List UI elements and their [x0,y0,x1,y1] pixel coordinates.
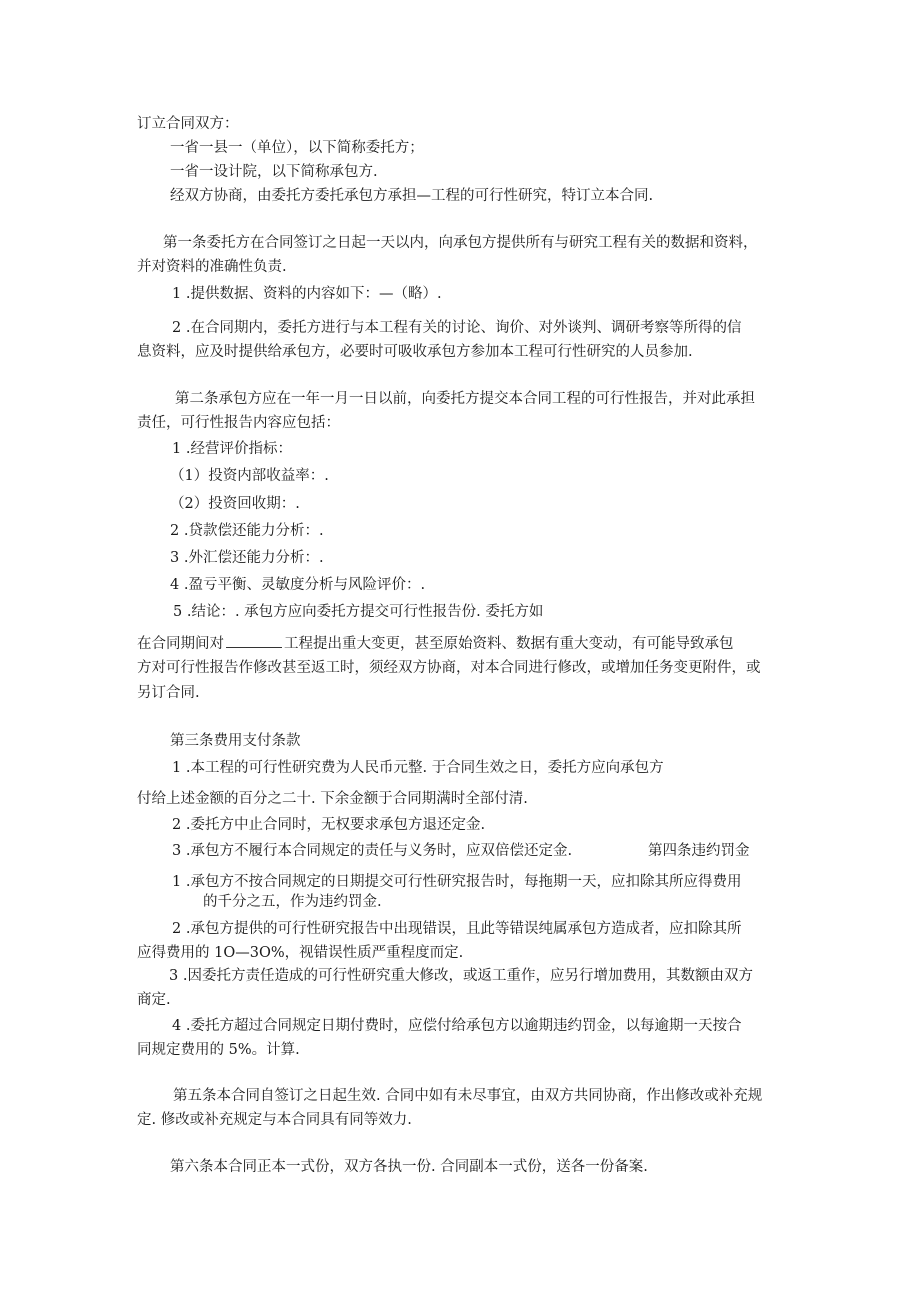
article-1-item-1: 1 .提供数据、资料的内容如下：—（略）. [172,286,442,302]
article-5-line-2: 定. 修改或补充规定与本合同具有同等效力. [137,1112,412,1128]
article-2-continuation-line-2: 方对可行性报告作修改甚至返工时，须经双方协商，对本合同进行修改，或增加任务变更附件，或 [137,660,761,676]
article-6-line-1: 第六条本合同正本一式份，双方各执一份. 合同副本一式份，送各一份备案. [170,1159,648,1175]
article-2-sub-2: （2）投资回收期：. [170,496,300,512]
article-4-item-1-line-2: 的千分之五，作为违约罚金. [203,894,382,910]
parties-title: 订立合同双方： [137,116,239,132]
article-2-continuation-line-1 [137,633,734,654]
article-2-item-1: 1 .经营评价指标： [172,441,292,457]
contractor-line: 一省一设计院，以下简称承包方. [170,164,378,180]
article-2-continuation-part-b: 工程提出重大变更，甚至原始资料、数据有重大变动，有可能导致承包 [284,636,734,652]
article-1-line-1: 第一条委托方在合同签订之日起一天以内，向承包方提供所有与研究工程有关的数据和资料， [163,235,758,251]
article-2-line-2: 责任，可行性报告内容应包括： [137,415,340,431]
client-line: 一省一县一（单位），以下简称委托方； [170,140,424,156]
article-3-item-2: 2 .委托方中止合同时，无权要求承包方退还定金. [172,817,486,833]
article-4-item-3-line-2: 商定. [137,992,171,1008]
article-4-item-2-line-2: 应得费用的 1O—3O%，视错误性质严重程度而定. [137,945,464,961]
article-2-sub-1: （1）投资内部收益率：. [170,468,329,484]
article-4-title: 第四条违约罚金 [648,843,750,859]
article-2-item-3: 3 .外汇偿还能力分析：. [170,550,324,566]
article-4-item-4-line-1: 4 .委托方超过合同规定日期付费时，应偿付给承包方以逾期违约罚金，以每逾期一天按合 [172,1018,742,1034]
blank-fill-line [226,633,282,648]
article-4-item-2-line-1: 2 .承包方提供的可行性研究报告中出现错误，且此等错误纯属承包方造成者，应扣除其所 [172,921,742,937]
article-5-line-1: 第五条本合同自签订之日起生效. 合同中如有未尽事宜，由双方共同协商，作出修改或补充规 [173,1088,763,1104]
article-1-line-2: 并对资料的准确性负责. [137,259,287,275]
article-2-item-4: 4 .盈亏平衡、灵敏度分析与风险评价：. [170,577,426,593]
preamble: 经双方协商，由委托方委托承包方承担—工程的可行性研究，特订立本合同. [170,188,654,204]
article-1-item-2-line-2: 息资料，应及时提供给承包方，必要时可吸收承包方参加本工程可行性研究的人员参加. [137,344,693,360]
article-4-item-3-line-1: 3 .因委托方责任造成的可行性研究重大修改，或返工重作，应另行增加费用，其数额由双方 [169,968,753,984]
article-3-item-1-line-1: 1 .本工程的可行性研究费为人民币元整. 于合同生效之日，委托方应向承包方 [172,760,664,776]
article-4-item-1-line-1: 1 .承包方不按合同规定的日期提交可行性研究报告时，每拖期一天，应扣除其所应得费用 [172,874,742,890]
article-2-item-2: 2 .贷款偿还能力分析：. [170,523,324,539]
article-4-item-4-line-2: 同规定费用的 5%。计算. [137,1042,300,1058]
article-3-item-3: 3 .承包方不履行本合同规定的责任与义务时，应双倍偿还定金. [172,843,573,859]
article-1-item-2-line-1: 2 .在合同期内，委托方进行与本工程有关的讨论、询价、对外谈判、调研考察等所得的信 [172,320,742,336]
article-2-continuation-part-a: 在合同期间对 [137,636,224,652]
article-2-item-5: 5 .结论：. 承包方应向委托方提交可行性报告份. 委托方如 [173,604,544,620]
article-2-continuation-line-3: 另订合同. [137,685,200,701]
article-3-item-1-line-2: 付给上述金额的百分之二十. 下余金额于合同期满时全部付清. [137,791,528,807]
article-2-line-1: 第二条承包方应在一年一月一日以前，向委托方提交本合同工程的可行性报告，并对此承担 [175,391,755,407]
article-3-title: 第三条费用支付条款 [170,733,301,749]
